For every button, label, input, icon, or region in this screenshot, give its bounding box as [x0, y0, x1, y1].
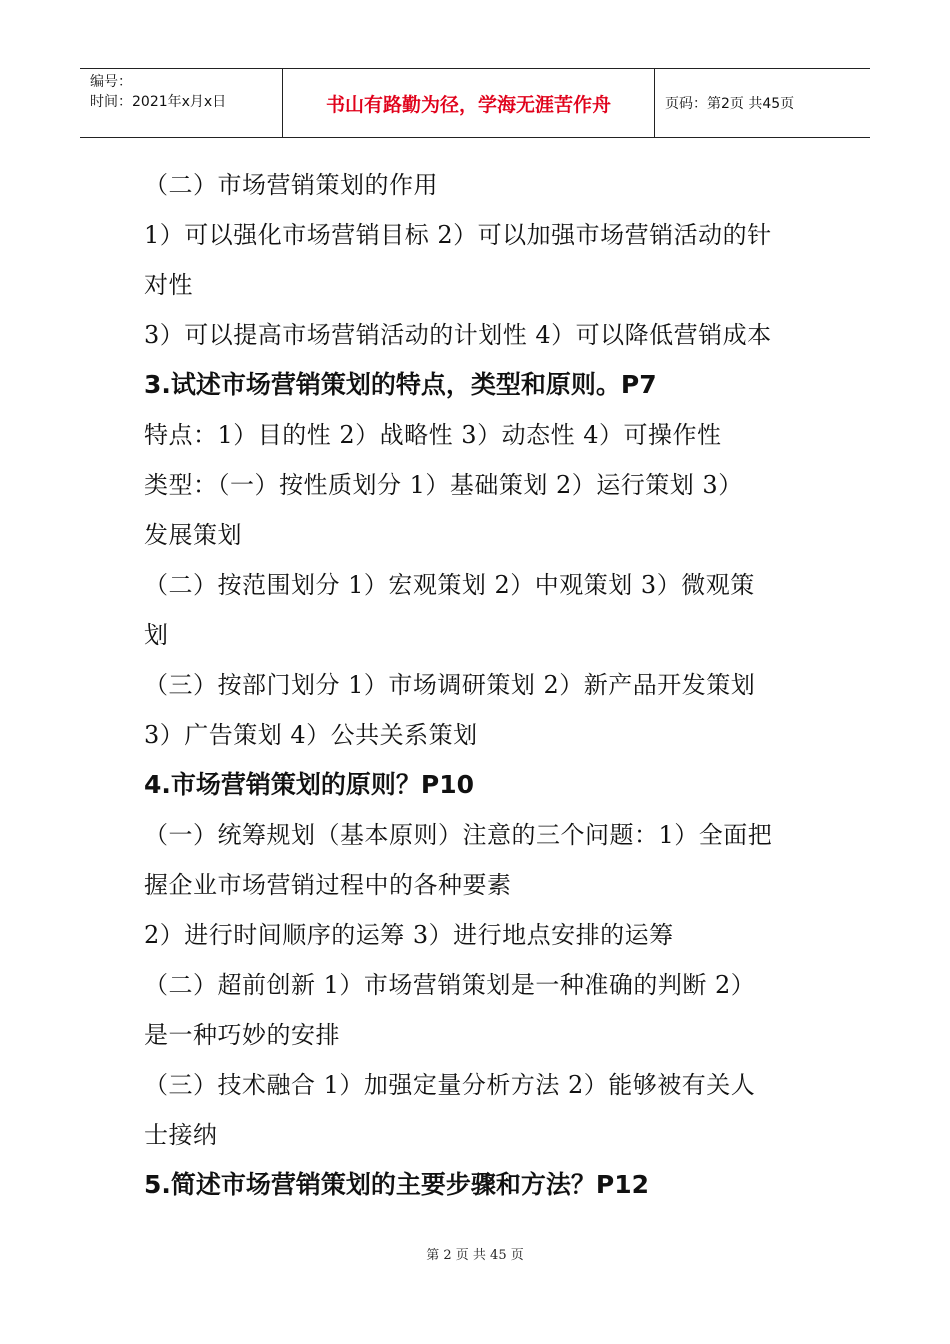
- text-line: 是一种巧妙的安排: [144, 1021, 340, 1049]
- section-heading: 4.市场营销策划的原则？P10: [144, 770, 475, 799]
- text-line: 3）广告策划 4）公共关系策划: [144, 721, 478, 749]
- text-line: （二）按范围划分 1）宏观策划 2）中观策划 3）微观策: [144, 571, 755, 599]
- text-line: 对性: [144, 271, 193, 299]
- text-line: （二）超前创新 1）市场营销策划是一种准确的判断 2）: [144, 971, 756, 999]
- time-label: 时间：2021年x月x日: [90, 94, 227, 110]
- section-heading: 3.试述市场营销策划的特点，类型和原则。P7: [144, 370, 657, 399]
- text-line: （二）市场营销策划的作用: [144, 171, 438, 199]
- text-line: 发展策划: [144, 521, 242, 549]
- text-line: （一）统筹规划（基本原则）注意的三个问题：1）全面把: [144, 821, 773, 849]
- text-line: 划: [144, 621, 169, 649]
- page-footer: 第 2 页 共 45 页: [426, 1248, 524, 1263]
- text-line: 1）可以强化市场营销目标 2）可以加强市场营销活动的针: [144, 221, 772, 249]
- text-line: 特点：1）目的性 2）战略性 3）动态性 4）可操作性: [144, 421, 722, 449]
- text-line: （三）技术融合 1）加强定量分析方法 2）能够被有关人: [144, 1071, 756, 1099]
- header-page-label: 页码：第2页 共45页: [665, 96, 795, 112]
- text-line: 类型：（一）按性质划分 1）基础策划 2）运行策划 3）: [144, 471, 743, 499]
- page-header: [80, 68, 870, 138]
- section-heading: 5.简述市场营销策划的主要步骤和方法？P12: [144, 1170, 650, 1199]
- document-body: [144, 160, 814, 1210]
- text-line: 3）可以提高市场营销活动的计划性 4）可以降低营销成本: [144, 321, 772, 349]
- text-line: 握企业市场营销过程中的各种要素: [144, 871, 512, 899]
- header-motto: 书山有路勤为径，学海无涯苦作舟: [283, 69, 655, 137]
- text-line: 士接纳: [144, 1121, 218, 1149]
- number-label: 编号：: [90, 74, 132, 90]
- text-line: （三）按部门划分 1）市场调研策划 2）新产品开发策划: [144, 671, 756, 699]
- text-line: 2）进行时间顺序的运筹 3）进行地点安排的运筹: [144, 921, 674, 949]
- header-meta: [80, 69, 283, 137]
